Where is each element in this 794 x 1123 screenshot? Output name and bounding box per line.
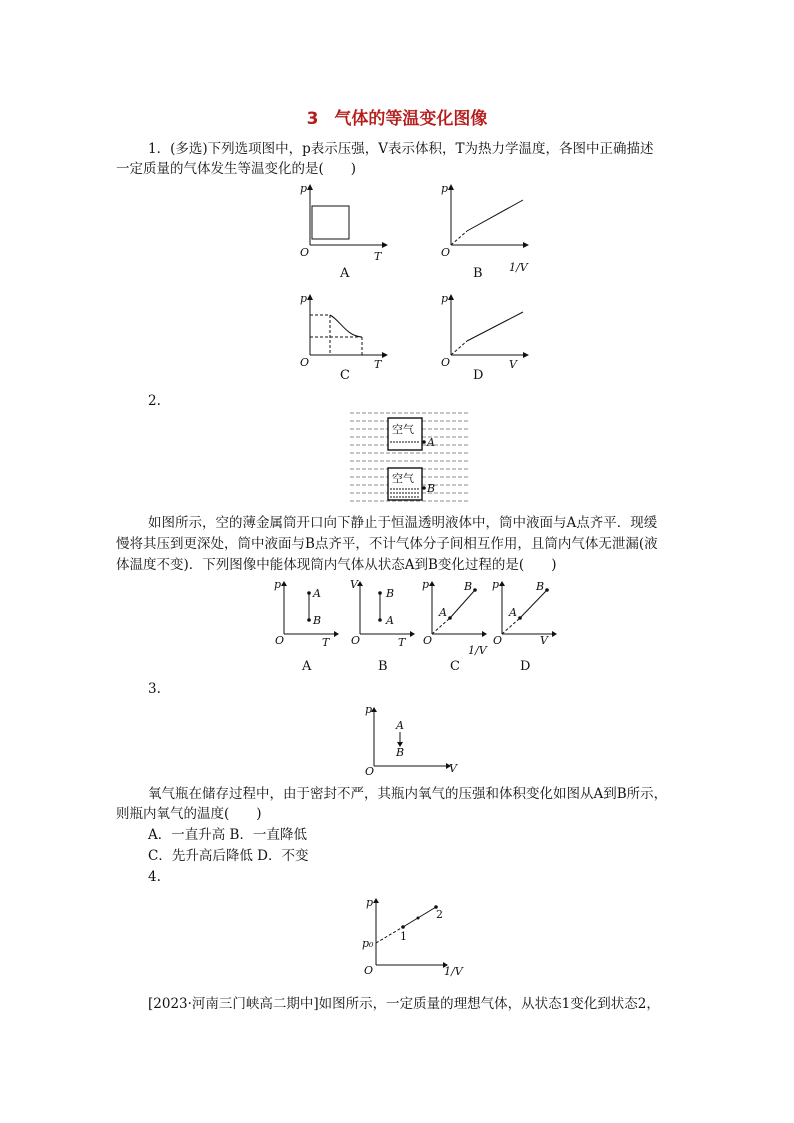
q2-point-a: A <box>427 436 435 449</box>
q4-line1: [2023·河南三门峡高二期中]如图所示，一定质量的理想气体，从状态1变化到状态2， <box>148 996 660 1012</box>
q2-graph-d <box>492 578 562 646</box>
q1-d-y-label: p <box>441 292 449 305</box>
q1-c-x-label: T <box>374 358 382 371</box>
q1-a-y-label: p <box>300 182 308 195</box>
q2-c-high-point: B <box>464 580 473 593</box>
q4-y-label: p <box>366 896 374 909</box>
title-number: 3 <box>306 109 319 129</box>
q2-graph-b <box>350 578 420 649</box>
q3-line1: 氧气瓶在储存过程中，由于密封不严，其瓶内氧气的压强和体积变化如图从A到B所示， <box>148 786 668 802</box>
q4-x-label: 1/V <box>444 965 463 978</box>
q4-intercept: p₀ <box>362 937 374 950</box>
q2-a-bottom-point: B <box>313 614 322 627</box>
page-title <box>0 104 794 129</box>
q2-graph-c <box>422 578 492 658</box>
q3-bottom-point: B <box>396 746 405 759</box>
q1-line1: 1．(多选)下列选项图中，p表示压强，V表示体积，T为热力学温度，各图中正确描述 <box>148 141 654 157</box>
q1-graph-b <box>437 180 537 275</box>
q2-c-origin: O <box>423 634 433 647</box>
q2-d-x-label: V <box>540 634 548 647</box>
q2-d-origin: O <box>493 634 503 647</box>
q1-d-origin: O <box>441 356 451 369</box>
q2-container-top-text: 空气 <box>392 423 414 436</box>
q2-b-bottom-point: A <box>386 614 394 627</box>
q3-option-line2: C．先升高后降低 D．不变 <box>148 848 309 864</box>
q2-b-x-label: T <box>398 636 406 649</box>
q3-origin: O <box>365 765 375 778</box>
q3-option-line1: A．一直升高 B．一直降低 <box>148 827 307 843</box>
q2-c-y-label: p <box>422 578 430 591</box>
q2-line3: 体温度不变)．下列图像中能体现筒内气体从状态A到B变化过程的是( ) <box>116 557 557 573</box>
q1-b-y-label: p <box>441 182 449 195</box>
q2-number: 2. <box>148 393 161 409</box>
q2-a-x-label: T <box>322 636 330 649</box>
q2-b-origin: O <box>351 634 361 647</box>
q1-b-label: B <box>473 266 483 281</box>
q1-a-origin: O <box>300 246 310 259</box>
q1-b-x-label: 1/V <box>509 261 528 274</box>
q2-d-label: D <box>520 659 531 674</box>
q2-d-y-label: p <box>492 578 500 591</box>
q4-number: 4. <box>148 869 161 885</box>
q2-b-y-label: V <box>350 578 358 591</box>
q4-origin: O <box>364 964 374 977</box>
q3-figure <box>362 702 462 778</box>
q2-b-top-point: B <box>386 587 395 600</box>
q1-c-y-label: p <box>300 292 308 305</box>
q4-figure <box>358 893 468 983</box>
q3-line2: 则瓶内氧气的温度( ) <box>116 806 262 822</box>
q2-a-origin: O <box>275 634 285 647</box>
q3-top-point: A <box>396 719 404 732</box>
q2-b-label: B <box>378 659 388 674</box>
q2-d-low-point: A <box>509 606 517 619</box>
q4-point2: 2 <box>436 908 443 921</box>
q1-c-origin: O <box>300 356 310 369</box>
q3-y-label: p <box>365 703 373 716</box>
q1-a-label: A <box>340 266 350 281</box>
q1-graph-a <box>296 180 396 263</box>
q2-line1: 如图所示，空的薄金属筒开口向下静止于恒温透明液体中，筒中液面与A点齐平．现缓 <box>148 515 658 531</box>
q2-c-low-point: A <box>439 606 447 619</box>
q1-d-label: D <box>473 368 484 383</box>
q3-x-label: V <box>449 762 457 775</box>
q2-figure <box>350 408 475 508</box>
q3-number: 3. <box>148 681 161 697</box>
q2-a-top-point: A <box>313 587 321 600</box>
q2-line2: 慢将其压到更深处，筒中液面与B点齐平，不计气体分子间相互作用，且筒内气体无泄漏(液 <box>116 536 658 552</box>
q2-d-high-point: B <box>536 580 545 593</box>
q2-c-label: C <box>450 659 460 674</box>
q2-point-b: B <box>427 482 436 495</box>
q4-point1: 1 <box>400 930 407 943</box>
q1-c-label: C <box>340 368 350 383</box>
q1-graph-d <box>437 290 537 370</box>
q2-a-y-label: p <box>274 578 282 591</box>
q1-graph-c <box>296 290 396 370</box>
q1-b-origin: O <box>441 246 451 259</box>
title-text: 气体的等温变化图像 <box>334 109 488 129</box>
q1-d-x-label: V <box>509 358 517 371</box>
q2-c-x-label: 1/V <box>468 644 487 657</box>
q2-a-label: A <box>302 659 312 674</box>
q1-a-x-label: T <box>374 250 382 263</box>
q1-line2: 一定质量的气体发生等温变化的是( ) <box>116 161 357 177</box>
q2-graph-a <box>274 578 344 649</box>
q2-container-bottom-text: 空气 <box>392 472 414 485</box>
